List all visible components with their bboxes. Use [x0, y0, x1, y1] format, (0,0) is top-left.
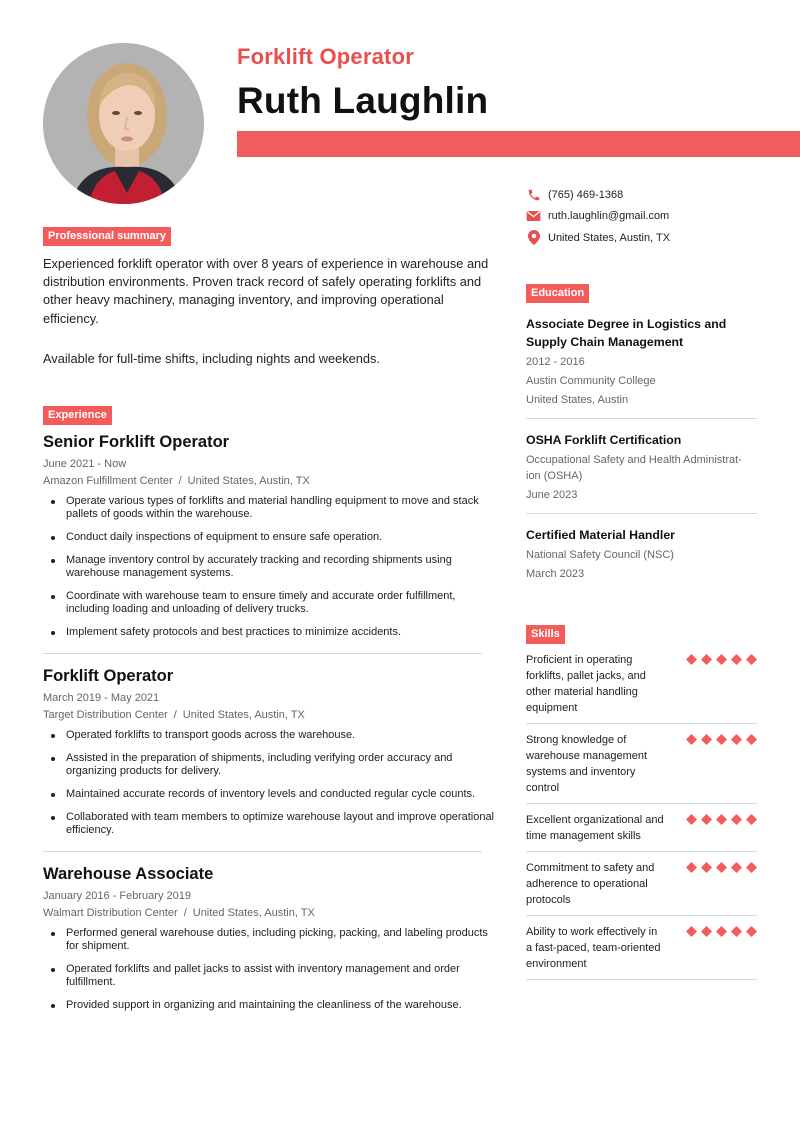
skill-rating	[686, 860, 757, 908]
job-bullet: Maintained accurate records of inventory levels and conducted regular cycle counts.	[43, 788, 498, 801]
contact-location	[526, 227, 757, 249]
contact-email	[526, 206, 757, 228]
rating-diamond-icon	[701, 654, 712, 665]
rating-diamond-icon	[731, 926, 742, 937]
section-heading-summary: Professional summary	[43, 227, 171, 246]
job-bullets	[43, 729, 498, 837]
skill-item	[526, 724, 757, 804]
experience-entry	[43, 865, 498, 1012]
location-pin-icon	[526, 230, 541, 245]
job-bullet: Manage inventory control by accurately tracking and recording shipments using warehouse management systems.	[43, 554, 498, 580]
rating-diamond-icon	[686, 814, 697, 825]
rating-diamond-icon	[701, 862, 712, 873]
rating-diamond-icon	[686, 926, 697, 937]
skill-item	[526, 852, 757, 916]
job-bullets	[43, 495, 498, 639]
rating-diamond-icon	[701, 734, 712, 745]
candidate-name: Ruth Laughlin	[237, 80, 489, 121]
rating-diamond-icon	[731, 862, 742, 873]
job-bullet: Performed general warehouse duties, including picking, packing, and labeling products for shipment.	[43, 927, 498, 953]
job-bullet: Assisted in the preparation of shipments, including verifying order accuracy and organizing products for delivery.	[43, 752, 498, 778]
location-text: United States, Austin, TX	[548, 231, 671, 244]
divider	[43, 851, 482, 852]
left-column	[43, 226, 498, 1022]
phone-icon	[526, 187, 541, 202]
rating-diamond-icon	[731, 734, 742, 745]
job-company: Amazon Fulfillment Center	[43, 475, 173, 488]
education-title: Certified Material Handler	[526, 527, 675, 542]
skills-section	[526, 624, 757, 980]
job-bullet: Operated forklifts to transport goods across the warehouse.	[43, 729, 498, 742]
job-dates: January 2016 - February 2019	[43, 890, 191, 903]
experience-entry	[43, 433, 498, 654]
job-dates: June 2021 - Now	[43, 458, 127, 471]
skill-text: Commitment to safety and adherence to operational protocols	[526, 861, 655, 906]
job-bullet: Provided support in organizing and maintaining the cleanliness of the warehouse.	[43, 999, 498, 1012]
rating-diamond-icon	[746, 814, 757, 825]
meta-separator: /	[183, 907, 187, 920]
rating-diamond-icon	[716, 654, 727, 665]
job-title: Forklift Operator	[237, 44, 414, 69]
meta-separator: /	[178, 475, 182, 488]
phone-text[interactable]: (765) 469-1368	[548, 188, 624, 201]
summary-paragraph: Experienced forklift operator with over 8 years of experience in warehouse and distribution environments. Proven track record of safely operating forklifts and other heavy machinery, managing inventory, and improving operational efficiency.	[43, 256, 489, 326]
skill-text: Strong knowledge of warehouse management systems and inventory control	[526, 733, 648, 794]
skill-text: Ability to work effectively in a fast-paced, team-oriented environment	[526, 925, 661, 970]
education-title: Associate Degree in Logistics and Supply Chain Management	[526, 316, 727, 349]
skill-text: Excellent organizational and time management skills	[526, 813, 664, 842]
education-title: OSHA Forklift Certification	[526, 432, 682, 447]
job-location: United States, Austin, TX	[182, 709, 305, 722]
education-entry	[526, 419, 757, 514]
job-role: Warehouse Associate	[43, 865, 214, 884]
skills-list	[526, 644, 757, 980]
job-meta	[43, 475, 498, 487]
job-company: Walmart Distribution Center	[43, 907, 178, 920]
job-bullet: Conduct daily inspections of equipment to ensure safe operation.	[43, 531, 498, 544]
job-bullets	[43, 927, 498, 1012]
job-location: United States, Austin, TX	[192, 907, 315, 920]
skill-item	[526, 916, 757, 980]
section-heading-education: Education	[526, 284, 589, 303]
experience-section	[43, 405, 498, 1012]
education-entry	[526, 514, 757, 592]
job-role: Senior Forklift Operator	[43, 433, 230, 452]
job-bullet: Implement safety protocols and best practices to minimize accidents.	[43, 626, 498, 639]
education-line: United States, Austin	[526, 393, 629, 406]
skill-text: Proficient in operating forklifts, pallet jacks, and other material handling equipment	[526, 653, 646, 714]
email-text[interactable]: ruth.laughlin@gmail.com	[548, 210, 670, 223]
education-line: National Safety Council (NSC)	[526, 548, 674, 561]
education-line: March 2023	[526, 567, 585, 580]
rating-diamond-icon	[701, 926, 712, 937]
rating-diamond-icon	[716, 926, 727, 937]
rating-diamond-icon	[716, 734, 727, 745]
rating-diamond-icon	[731, 814, 742, 825]
education-section	[526, 283, 757, 592]
rating-diamond-icon	[731, 654, 742, 665]
job-bullet: Collaborated with team members to optimize warehouse layout and improve operational efficiency.	[43, 811, 498, 837]
job-location: United States, Austin, TX	[187, 475, 310, 488]
rating-diamond-icon	[701, 814, 712, 825]
section-heading-experience: Experience	[43, 406, 112, 425]
skill-rating	[686, 924, 757, 972]
job-meta	[43, 709, 498, 721]
divider	[43, 653, 482, 654]
skill-rating	[686, 652, 757, 716]
job-bullet: Operated forklifts and pallet jacks to assist with inventory management and order fulfillment.	[43, 963, 498, 989]
meta-separator: /	[173, 709, 177, 722]
profile-photo	[43, 43, 204, 204]
experience-entry	[43, 667, 498, 852]
rating-diamond-icon	[746, 926, 757, 937]
rating-diamond-icon	[746, 862, 757, 873]
rating-diamond-icon	[686, 734, 697, 745]
contact-section	[526, 184, 757, 249]
rating-diamond-icon	[716, 814, 727, 825]
rating-diamond-icon	[686, 654, 697, 665]
job-bullet: Operate various types of forklifts and material handling equipment to move and stack pallets of goods within the warehouse.	[43, 495, 498, 521]
skill-rating	[686, 812, 757, 844]
job-bullet: Coordinate with warehouse team to ensure timely and accurate order fulfillment, including loading and unloading of delivery trucks.	[43, 590, 498, 616]
rating-diamond-icon	[716, 862, 727, 873]
profile-photo-illustration	[43, 43, 204, 204]
job-meta	[43, 907, 498, 919]
education-line: June 2023	[526, 488, 578, 501]
email-icon	[526, 209, 541, 224]
rating-diamond-icon	[746, 654, 757, 665]
education-entry	[526, 303, 757, 419]
skill-rating	[686, 732, 757, 796]
skill-item	[526, 644, 757, 724]
contact-phone	[526, 184, 757, 206]
section-heading-skills: Skills	[526, 625, 565, 644]
rating-diamond-icon	[746, 734, 757, 745]
education-line: 2012 - 2016	[526, 355, 585, 368]
rating-diamond-icon	[686, 862, 697, 873]
right-column	[526, 184, 757, 980]
summary-section	[43, 226, 498, 368]
summary-paragraph: Available for full-time shifts, including nights and weekends.	[43, 350, 380, 366]
education-line: Austin Community College	[526, 374, 656, 387]
skill-item	[526, 804, 757, 852]
job-role: Forklift Operator	[43, 667, 174, 686]
job-company: Target Distribution Center	[43, 709, 168, 722]
education-line: Occupational Safety and Health Administrat- ion (OSHA)	[526, 453, 742, 482]
header-accent-bar	[237, 131, 800, 157]
job-dates: March 2019 - May 2021	[43, 692, 160, 705]
